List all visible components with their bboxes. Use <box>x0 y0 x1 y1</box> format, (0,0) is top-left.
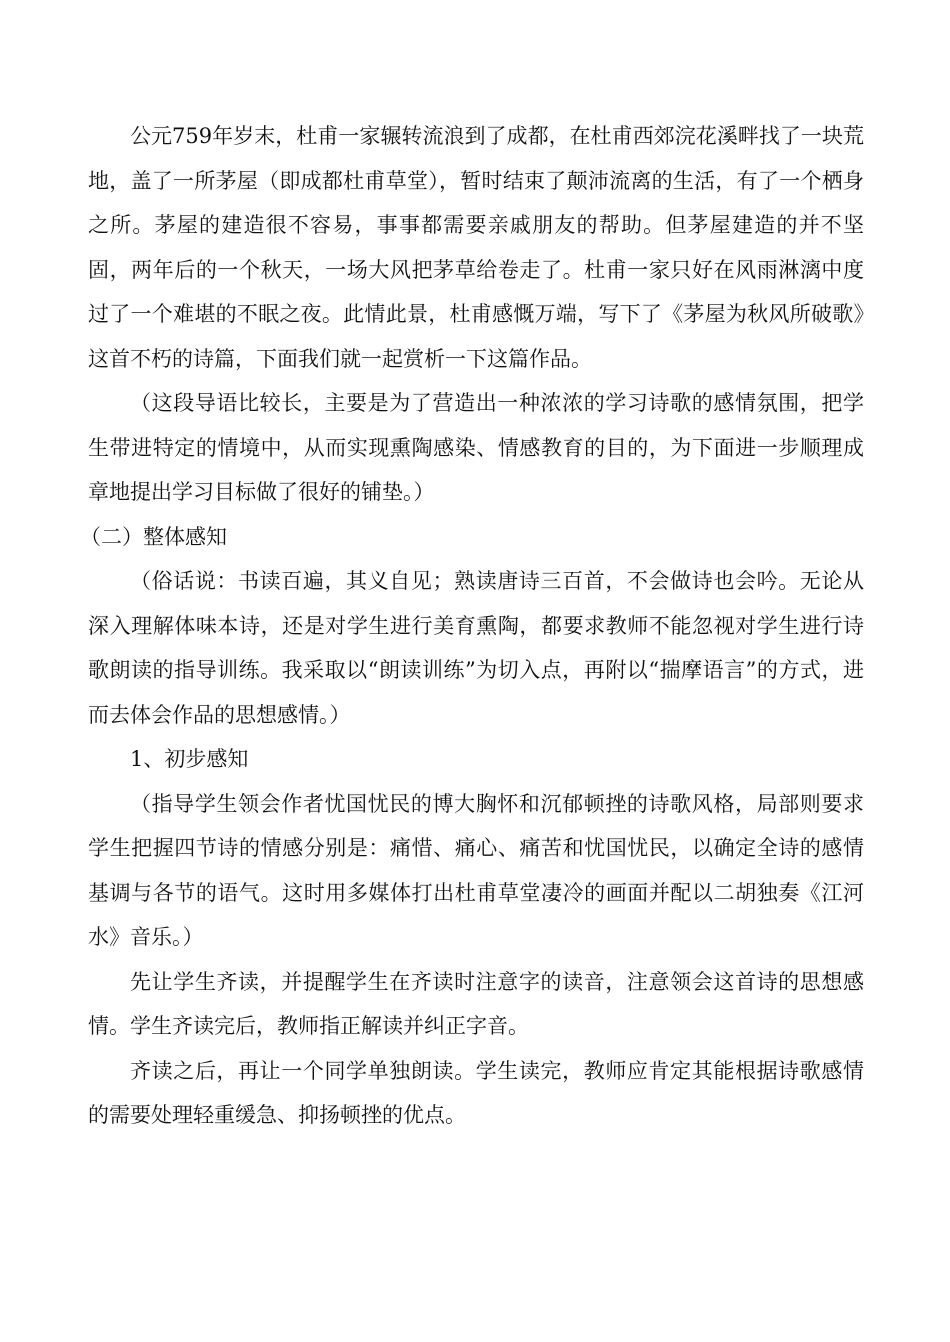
paragraph-group-reading: 先让学生齐读，并提醒学生在齐读时注意字的读音，注意领会这首诗的思想感情。学生齐读完后，教师指正解读并纠正字音。 <box>88 969 864 1038</box>
document-body <box>80 114 864 1138</box>
paragraph-guidance-note: （指导学生领会作者忧国忧民的博大胸怀和沉郁顿挫的诗歌风格，局部则要求学生把握四节诗的情感分别是：痛惜、痛心、痛苦和忧国忧民，以确定全诗的感情基调与各节的语气。这时用多媒体打出杜甫草堂凄冷的画面并配以二胡独奏《江河水》音乐。） <box>88 791 864 949</box>
paragraph-reading-note: （俗话说：书读百遍，其义自见；熟读唐诗三百首，不会做诗也会吟。无论从深入理解体味本诗，还是对学生进行美育熏陶，都要求教师不能忽视对学生进行诗歌朗读的指导训练。我采取以“朗读训练”为切入点，再附以“揣摩语言”的方式，进而去体会作品的思想感情。） <box>88 569 864 727</box>
section-heading: （二）整体感知 <box>80 524 227 549</box>
paragraph-solo-reading: 齐读之后，再让一个同学单独朗读。学生读完，教师应肯定其能根据诗歌感情的需要处理轻重缓急、抑扬顿挫的优点。 <box>88 1058 864 1127</box>
subsection-heading: 1、初步感知 <box>130 747 249 771</box>
paragraph-intro-note: （这段导语比较长，主要是为了营造出一种浓浓的学习诗歌的感情氛围，把学生带进特定的情境中，从而实现熏陶感染、情感教育的目的，为下面进一步顺理成章地提出学习目标做了很好的铺垫。） <box>88 391 864 504</box>
paragraph-intro: 公元759年岁末，杜甫一家辗转流浪到了成都，在杜甫西郊浣花溪畔找了一块荒地，盖了一所茅屋（即成都杜甫草堂），暂时结束了颠沛流离的生活，有了一个栖身之所。茅屋的建造很不容易，事事都需要亲戚朋友的帮助。但茅屋建造的并不坚固，两年后的一个秋天，一场大风把茅草给卷走了。杜甫一家只好在风雨淋漓中度过了一个难堪的不眠之夜。此情此景，杜甫感慨万端，写下了《茅屋为秋风所破歌》这首不朽的诗篇，下面我们就一起赏析一下这篇作品。 <box>88 124 864 371</box>
